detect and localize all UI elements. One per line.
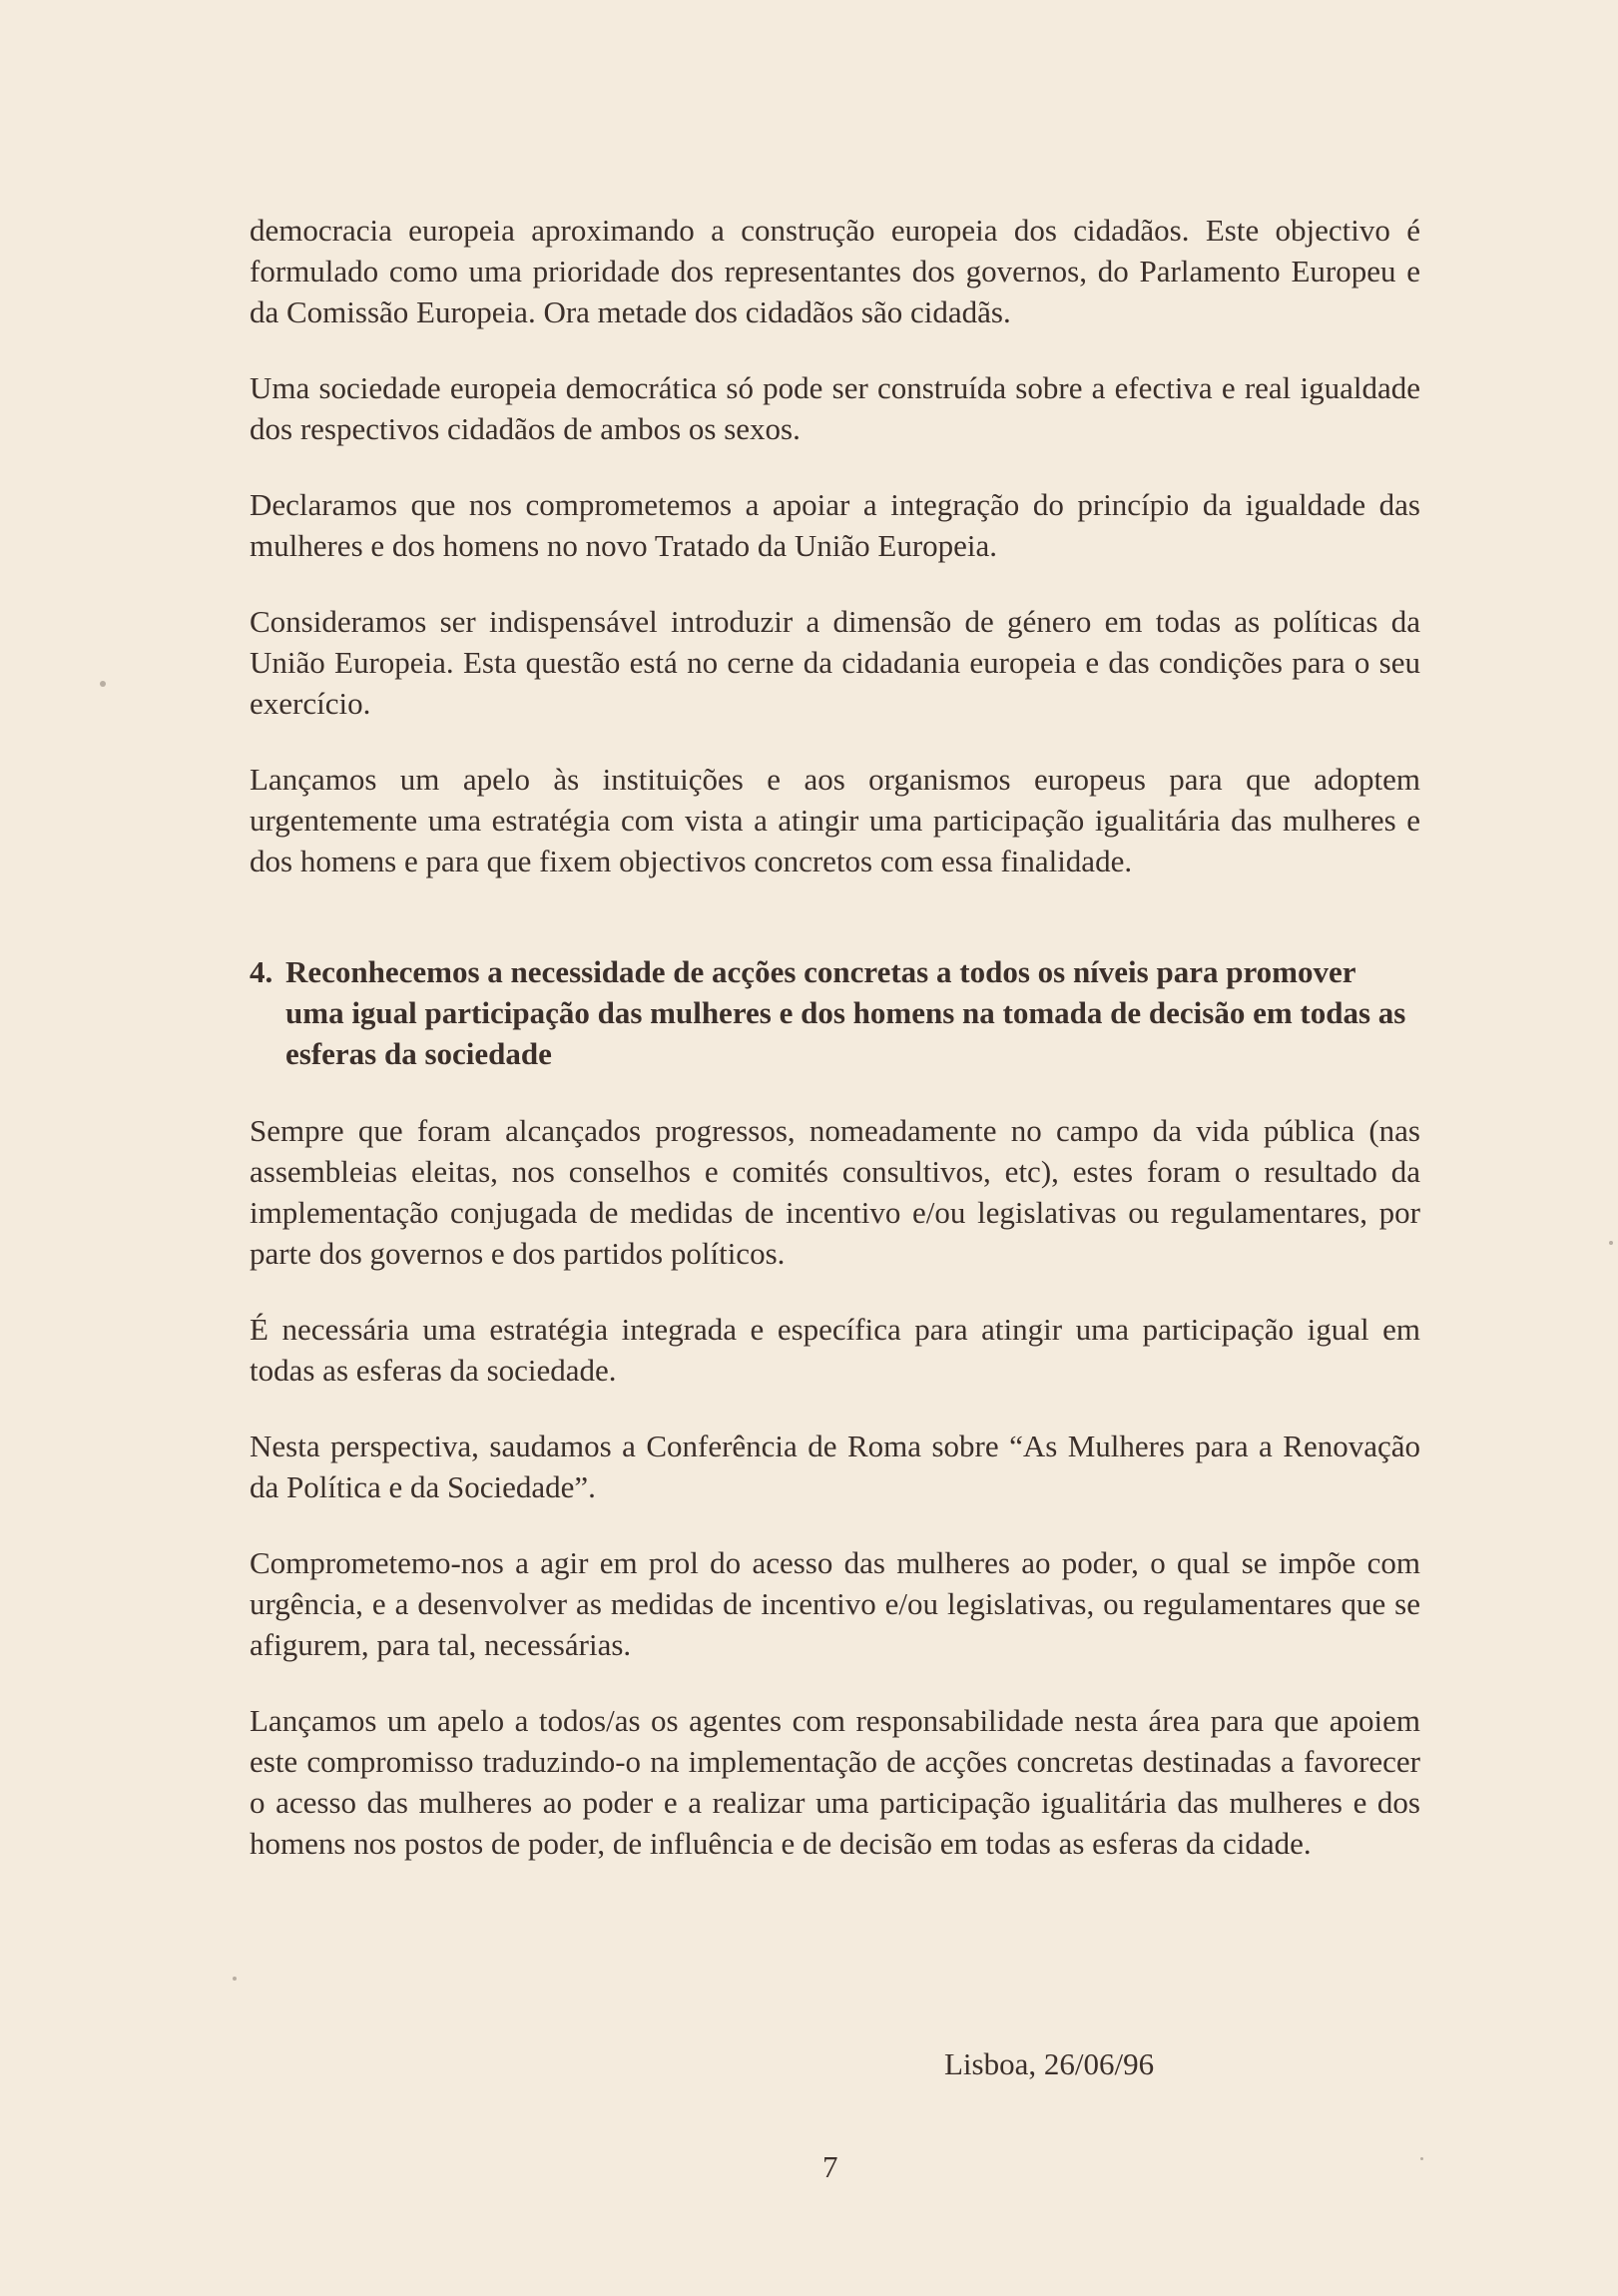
paragraph: democracia europeia aproximando a construção europeia dos cidadãos. Este objectivo é formulado como uma prioridade dos representantes dos governos, do Parlamento Europeu e da Comissão Europeia. Ora metade dos cidadãos são cidadãs. xyxy=(250,213,1420,329)
paragraph: Consideramos ser indispensável introduzir a dimensão de género em todas as políticas da União Europeia. Esta questão está no cerne da cidadania europeia e das condições para o seu exercício. xyxy=(250,604,1420,721)
section-number: 4. xyxy=(250,954,273,989)
paper-speck xyxy=(1609,1241,1613,1245)
paragraph: Comprometemo-nos a agir em prol do acesso das mulheres ao poder, o qual se impõe com urgência, e a desenvolver as medidas de incentivo e/ou legislativas, ou regulamentares que se afigurem, para tal, necessárias. xyxy=(250,1545,1420,1662)
paragraph: Uma sociedade europeia democrática só pode ser construída sobre a efectiva e real igualdade dos respectivos cidadãos de ambos os sexos. xyxy=(250,370,1420,446)
section-title: Reconhecemos a necessidade de acções concretas a todos os níveis para promover uma igual participação das mulheres e dos homens na tomada de decisão em todas as esferas da sociedade xyxy=(285,954,1406,1071)
paragraph: Declaramos que nos comprometemos a apoiar a integração do princípio da igualdade das mulheres e dos homens no novo Tratado da União Europeia. xyxy=(250,487,1420,563)
paragraph: Sempre que foram alcançados progressos, nomeadamente no campo da vida pública (nas assembleias eleitas, nos conselhos e comités consultivos, etc), estes foram o resultado da implementação conjugada de medidas de incentivo e/ou legislativas ou regulamentares, por parte dos governos e dos partidos políticos. xyxy=(250,1113,1420,1271)
place-date-signature: Lisboa, 26/06/96 xyxy=(944,2046,1155,2081)
paragraph: É necessária uma estratégia integrada e específica para atingir uma participação igual em todas as esferas da sociedade. xyxy=(250,1312,1420,1388)
paragraph: Lançamos um apelo às instituições e aos organismos europeus para que adoptem urgentemente uma estratégia com vista a atingir uma participação igualitária das mulheres e dos homens e para que fixem objectivos concretos com essa finalidade. xyxy=(250,762,1420,878)
paper-speck xyxy=(100,681,106,687)
section-heading xyxy=(250,951,1420,1074)
paper-speck xyxy=(233,1977,237,1981)
paragraph: Lançamos um apelo a todos/as os agentes com responsabilidade nesta área para que apoiem este compromisso traduzindo-o na implementação de acções concretas destinadas a favorecer o acesso das mulheres ao poder e a realizar uma participação igualitária das mulheres e dos homens nos postos de poder, de influência e de decisão em todas as esferas da cidade. xyxy=(250,1703,1420,1861)
paragraph: Nesta perspectiva, saudamos a Conferência de Roma sobre “As Mulheres para a Renovação da Política e da Sociedade”. xyxy=(250,1429,1420,1504)
body-text xyxy=(250,210,1420,1899)
page-number: 7 xyxy=(822,2149,838,2184)
paper-speck xyxy=(1420,2157,1423,2160)
